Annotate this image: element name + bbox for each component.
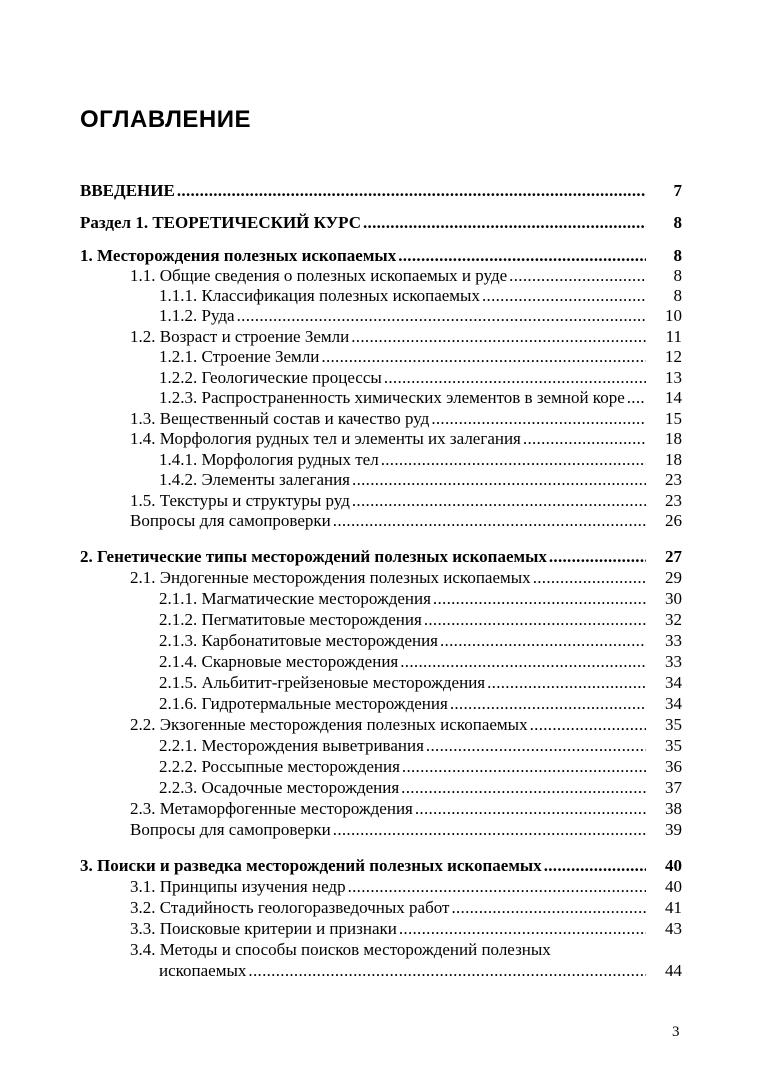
toc-entry [130, 265, 682, 287]
toc-leader-dots [384, 367, 646, 389]
toc-entry [159, 387, 682, 409]
toc-entry [159, 588, 682, 610]
toc-leader-dots [530, 714, 646, 736]
toc-entry-page: 34 [665, 673, 682, 692]
toc-entry-page: 8 [673, 286, 682, 305]
toc-entry [159, 693, 682, 715]
toc-entry [159, 609, 682, 631]
toc-leader-dots [237, 305, 646, 327]
toc-entry-page: 7 [673, 181, 682, 200]
toc-entry-page: 15 [665, 409, 682, 428]
toc-entry-page: 8 [673, 266, 682, 285]
toc-entry-title: 2.1.2. Пегматитовые месторождения [159, 610, 422, 629]
toc-leader-dots [431, 408, 646, 430]
toc-leader-dots [415, 798, 646, 820]
toc-entry-title: Раздел 1. ТЕОРЕТИЧЕСКИЙ КУРС [80, 213, 361, 232]
toc-leader-dots [487, 672, 646, 694]
toc-leader-dots [348, 876, 646, 898]
toc-leader-dots [352, 490, 646, 512]
toc-entry [130, 798, 682, 820]
toc-entry-title: 1.1.1. Классификация полезных ископаемых [159, 286, 480, 305]
toc-entry-page: 30 [665, 589, 682, 608]
toc-leader-dots [351, 326, 646, 348]
toc-entry-title: Вопросы для самопроверки [130, 820, 331, 839]
toc-entry-page: 43 [665, 919, 682, 938]
toc-entry [159, 756, 682, 778]
toc-entry-title: 1.5. Текстуры и структуры руд [130, 491, 350, 510]
toc-leader-dots [482, 285, 646, 307]
toc-entry-page: 33 [665, 652, 682, 671]
toc-leader-dots [401, 777, 646, 799]
toc-leader-dots [352, 469, 646, 491]
toc-leader-dots [400, 651, 646, 673]
toc-entry-page: 44 [665, 961, 682, 980]
toc-leader-dots [549, 546, 646, 568]
toc-entry-title: 2.1.5. Альбитит-грейзеновые месторождения [159, 673, 486, 692]
toc-leader-dots [399, 918, 646, 940]
toc-leader-dots [544, 855, 646, 877]
toc-entry [130, 326, 682, 348]
toc-entry-page: 35 [665, 715, 682, 734]
toc-leader-dots [402, 756, 646, 778]
toc-leader-dots [333, 819, 646, 841]
toc-leader-dots [523, 428, 646, 450]
toc-entry [130, 490, 682, 512]
toc-entry [130, 714, 682, 736]
toc-entry [80, 546, 682, 568]
toc-leader-dots [248, 960, 646, 982]
toc-entry-title: 2.2. Экзогенные месторождения полезных ископаемых [130, 715, 528, 734]
toc-entry-page: 32 [665, 610, 682, 629]
toc-entry-page: 18 [665, 450, 682, 469]
toc-entry-page: 14 [665, 388, 682, 407]
toc-entry-page: 38 [665, 799, 682, 818]
toc-entry-title: 2.2.2. Россыпные месторождения [159, 757, 400, 776]
toc-entry-page: 11 [665, 327, 682, 346]
toc-entry-page: 12 [665, 347, 682, 366]
toc-entry-page: 8 [673, 213, 682, 232]
toc-entry [159, 346, 682, 368]
page-number: 3 [672, 1024, 680, 1040]
toc-entry-page: 37 [665, 778, 682, 797]
toc-leader-dots [177, 180, 646, 202]
toc-entry-title: 2. Генетические типы месторождений полезных ископаемых [80, 547, 547, 566]
toc-leader-dots [381, 449, 646, 471]
toc-entry [130, 510, 682, 532]
toc-entry-title: 1.4.2. Элементы залегания [159, 470, 351, 489]
toc-entry [130, 897, 682, 919]
toc-entry-title: 3. Поиски и разведка месторождений полезных ископаемых [80, 856, 542, 875]
toc-entry [80, 180, 682, 202]
toc-leader-dots [398, 245, 646, 267]
toc-entry-page: 35 [665, 736, 682, 755]
toc-entry-title: 3.3. Поисковые критерии и признаки [130, 919, 397, 938]
page-title: ОГЛАВЛЕНИЕ [80, 106, 252, 133]
toc-leader-dots [440, 630, 646, 652]
toc-entry [130, 567, 682, 589]
toc-entry-title: 2.1.3. Карбонатитовые месторождения [159, 631, 438, 650]
toc-entry [159, 469, 682, 491]
toc-entry-page: 40 [665, 877, 682, 896]
toc-entry-page: 39 [665, 820, 682, 839]
toc-entry [130, 428, 682, 450]
toc-leader-dots [451, 897, 646, 919]
toc-entry [159, 672, 682, 694]
toc-entry-page: 13 [665, 368, 682, 387]
toc-entry-title: 1.3. Вещественный состав и качество руд [130, 409, 430, 428]
toc-entry-title: 2.2.3. Осадочные месторождения [159, 778, 400, 797]
toc-entry [159, 630, 682, 652]
toc-entry [159, 285, 682, 307]
toc-entry-page: 10 [665, 306, 682, 325]
toc-leader-dots [627, 387, 646, 409]
toc-entry-title: 1.4.1. Морфология рудных тел [159, 450, 379, 469]
toc-entry-title-line2: ископаемых [159, 961, 247, 980]
toc-entry-page: 8 [673, 246, 682, 265]
toc-entry [130, 876, 682, 898]
toc-leader-dots [433, 588, 646, 610]
toc-leader-dots [424, 609, 646, 631]
toc-entry-title: 2.1. Эндогенные месторождения полезных ископаемых [130, 568, 531, 587]
toc-entry-title: 3.1. Принципы изучения недр [130, 877, 346, 896]
toc-leader-dots [450, 693, 646, 715]
toc-entry-page: 26 [665, 511, 682, 530]
toc-entry-page: 41 [665, 898, 682, 917]
toc-entry-title: 1.2.2. Геологические процессы [159, 368, 382, 387]
toc-entry-page: 36 [665, 757, 682, 776]
toc-entry-page: 29 [665, 568, 682, 587]
toc-entry-title: 1.2. Возраст и строение Земли [130, 327, 350, 346]
toc-entry [130, 408, 682, 430]
toc-entry-page: 33 [665, 631, 682, 650]
toc-leader-dots [363, 212, 646, 234]
toc-entry [159, 735, 682, 757]
toc-entry-page: 34 [665, 694, 682, 713]
toc-entry [130, 918, 682, 940]
toc-leader-dots [533, 567, 646, 589]
toc-entry-title: 1. Месторождения полезных ископаемых [80, 246, 397, 265]
toc-entry-page: 27 [665, 547, 682, 566]
toc-entry-page: 18 [665, 429, 682, 448]
toc-entry-title: 1.1.2. Руда [159, 306, 235, 325]
toc-entry [159, 960, 682, 982]
toc-entry-title: 1.1. Общие сведения о полезных ископаемых и руде [130, 266, 508, 285]
toc-entry-title: ВВЕДЕНИЕ [80, 181, 175, 200]
toc-entry [159, 777, 682, 799]
toc-leader-dots [333, 510, 646, 532]
toc-leader-dots [509, 265, 646, 287]
toc-entry-title-line1: 3.4. Методы и способы поисков месторождений полезных [130, 940, 551, 959]
toc-entry-title: 2.1.6. Гидротермальные месторождения [159, 694, 448, 713]
toc-entry-title: 2.2.1. Месторождения выветривания [159, 736, 424, 755]
toc-entry-page: 23 [665, 470, 682, 489]
toc-entry-title: 1.2.3. Распространенность химических элементов в земной коре [159, 388, 625, 407]
toc-entry [80, 855, 682, 877]
toc-entry [159, 367, 682, 389]
toc-entry-title: 3.2. Стадийность геологоразведочных работ [130, 898, 450, 917]
toc-entry [159, 449, 682, 471]
toc-entry [159, 651, 682, 673]
toc-entry [159, 305, 682, 327]
toc-entry-title: 2.1.1. Магматические месторождения [159, 589, 431, 608]
toc-entry-title: 1.4. Морфология рудных тел и элементы их залегания [130, 429, 521, 448]
toc-entry-page: 23 [665, 491, 682, 510]
toc-leader-dots [321, 346, 646, 368]
toc-entry-title: 2.1.4. Скарновые месторождения [159, 652, 399, 671]
toc-entry [80, 245, 682, 267]
toc-entry-title: 1.2.1. Строение Земли [159, 347, 320, 366]
toc-entry-page: 40 [665, 856, 682, 875]
toc-leader-dots [426, 735, 646, 757]
toc-entry [130, 819, 682, 841]
toc-entry-title: 2.3. Метаморфогенные месторождения [130, 799, 413, 818]
toc-entry [80, 212, 682, 234]
toc-entry-title: Вопросы для самопроверки [130, 511, 331, 530]
